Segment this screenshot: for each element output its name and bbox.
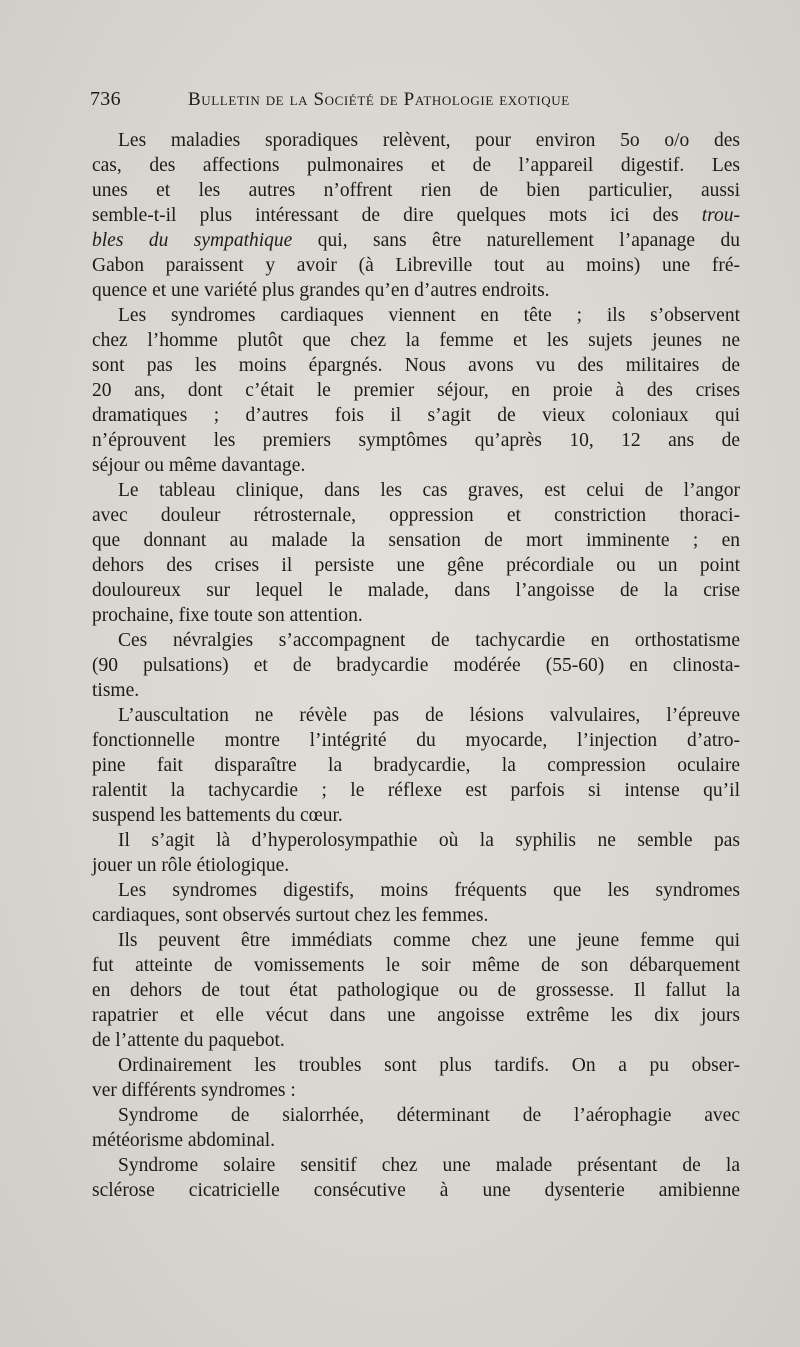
text-line bbox=[92, 228, 740, 253]
line-text: n’éprouvent les premiers symptômes qu’après 10, 12 ans de bbox=[92, 430, 740, 451]
text-line bbox=[92, 253, 740, 278]
line-text: avec douleur rétrosternale, oppression et constriction thoraci- bbox=[92, 505, 740, 526]
line-text: L’auscultation ne révèle pas de lésions valvulaires, l’épreuve bbox=[118, 705, 740, 726]
line-text: unes et les autres n’offrent rien de bien particulier, aussi bbox=[92, 180, 740, 201]
line-text: qui, sans être naturellement l’apanage du bbox=[292, 230, 740, 251]
text-line bbox=[92, 203, 740, 228]
text-line bbox=[92, 578, 740, 603]
line-text: séjour ou même davantage. bbox=[92, 455, 306, 476]
text-line bbox=[92, 403, 740, 428]
text-line bbox=[92, 853, 740, 878]
line-text: Il s’agit là d’hyperolosympathie où la syphilis ne semble pas bbox=[118, 830, 740, 851]
line-text: de l’attente du paquebot. bbox=[92, 1030, 285, 1051]
line-text: ver différents syndromes : bbox=[92, 1080, 296, 1101]
line-text: sclérose cicatricielle consécutive à une dysenterie amibienne bbox=[92, 1180, 740, 1201]
line-text: Ordinairement les troubles sont plus tardifs. On a pu obser- bbox=[118, 1055, 740, 1076]
text-line bbox=[92, 178, 740, 203]
text-line bbox=[92, 1053, 740, 1078]
text-line bbox=[92, 978, 740, 1003]
text-line bbox=[92, 1103, 740, 1128]
text-line bbox=[92, 428, 740, 453]
line-text: cas, des affections pulmonaires et de l’appareil digestif. Les bbox=[92, 155, 740, 176]
text-line bbox=[92, 953, 740, 978]
text-line bbox=[92, 478, 740, 503]
line-text: Les syndromes digestifs, moins fréquents que les syndromes bbox=[118, 880, 740, 901]
line-text: 20 ans, dont c’était le premier séjour, en proie à des crises bbox=[92, 380, 740, 401]
text-line bbox=[92, 553, 740, 578]
line-text: météorisme abdominal. bbox=[92, 1130, 276, 1151]
text-line bbox=[92, 153, 740, 178]
text-line bbox=[92, 828, 740, 853]
line-text: dramatiques ; d’autres fois il s’agit de vieux coloniaux qui bbox=[92, 405, 740, 426]
page-number: 736 bbox=[90, 88, 121, 110]
line-text: Ils peuvent être immédiats comme chez une jeune femme qui bbox=[118, 930, 740, 951]
line-text: (90 pulsations) et de bradycardie modérée (55-60) en clinosta- bbox=[92, 655, 740, 676]
text-line bbox=[92, 1028, 740, 1053]
line-text: en dehors de tout état pathologique ou de grossesse. Il fallut la bbox=[92, 980, 740, 1001]
line-text: dehors des crises il persiste une gêne précordiale ou un point bbox=[92, 555, 740, 576]
line-text: Les maladies sporadiques relèvent, pour environ 5o o/o des bbox=[118, 130, 740, 151]
text-line bbox=[92, 678, 740, 703]
line-text: que donnant au malade la sensation de mort imminente ; en bbox=[92, 530, 740, 551]
line-text: semble-t-il plus intéressant de dire quelques mots ici des bbox=[92, 205, 702, 226]
line-text: Les syndromes cardiaques viennent en tête ; ils s’observent bbox=[118, 305, 740, 326]
text-line bbox=[92, 328, 740, 353]
text-line bbox=[92, 1003, 740, 1028]
article-body bbox=[92, 128, 740, 1203]
text-line bbox=[92, 728, 740, 753]
text-line bbox=[92, 928, 740, 953]
line-text: jouer un rôle étiologique. bbox=[92, 855, 290, 876]
text-line bbox=[92, 603, 740, 628]
text-line bbox=[92, 278, 740, 303]
text-line bbox=[92, 1078, 740, 1103]
running-title: Bulletin de la Société de Pathologie exotique bbox=[188, 89, 570, 110]
line-text: Le tableau clinique, dans les cas graves, est celui de l’angor bbox=[118, 480, 740, 501]
text-line bbox=[92, 703, 740, 728]
line-text: Ces névralgies s’accompagnent de tachycardie en orthostatisme bbox=[118, 630, 740, 651]
line-text: Syndrome solaire sensitif chez une malade présentant de la bbox=[118, 1155, 740, 1176]
text-line bbox=[92, 528, 740, 553]
line-text: tisme. bbox=[92, 680, 140, 701]
line-text: chez l’homme plutôt que chez la femme et les sujets jeunes ne bbox=[92, 330, 740, 351]
italic-text: bles du sympathique bbox=[92, 230, 293, 251]
line-text: cardiaques, sont observés surtout chez les femmes. bbox=[92, 905, 489, 926]
text-line bbox=[92, 503, 740, 528]
text-line bbox=[92, 628, 740, 653]
line-text: fonctionnelle montre l’intégrité du myocarde, l’injection d’atro- bbox=[92, 730, 740, 751]
text-line bbox=[92, 878, 740, 903]
text-line bbox=[92, 303, 740, 328]
line-text: suspend les battements du cœur. bbox=[92, 805, 343, 826]
text-line bbox=[92, 778, 740, 803]
italic-text: trou- bbox=[701, 205, 740, 226]
line-text: prochaine, fixe toute son attention. bbox=[92, 605, 363, 626]
line-text: Syndrome de sialorrhée, déterminant de l’aérophagie avec bbox=[118, 1105, 740, 1126]
line-text: douloureux sur lequel le malade, dans l’angoisse de la crise bbox=[92, 580, 740, 601]
line-text: quence et une variété plus grandes qu’en d’autres endroits. bbox=[92, 280, 550, 301]
text-line bbox=[92, 903, 740, 928]
page-header bbox=[90, 88, 740, 116]
line-text: pine fait disparaître la bradycardie, la compression oculaire bbox=[92, 755, 740, 776]
text-line bbox=[92, 453, 740, 478]
text-line bbox=[92, 653, 740, 678]
line-text: Gabon paraissent y avoir (à Libreville tout au moins) une fré- bbox=[92, 255, 740, 276]
text-line bbox=[92, 353, 740, 378]
line-text: rapatrier et elle vécut dans une angoisse extrême les dix jours bbox=[92, 1005, 740, 1026]
text-line bbox=[92, 1128, 740, 1153]
text-line bbox=[92, 803, 740, 828]
text-line bbox=[92, 1178, 740, 1203]
text-line bbox=[92, 753, 740, 778]
text-line bbox=[92, 378, 740, 403]
text-line bbox=[92, 1153, 740, 1178]
line-text: sont pas les moins épargnés. Nous avons vu des militaires de bbox=[92, 355, 740, 376]
line-text: fut atteinte de vomissements le soir même de son débarquement bbox=[92, 955, 740, 976]
line-text: ralentit la tachycardie ; le réflexe est parfois si intense qu’il bbox=[92, 780, 740, 801]
text-line bbox=[92, 128, 740, 153]
